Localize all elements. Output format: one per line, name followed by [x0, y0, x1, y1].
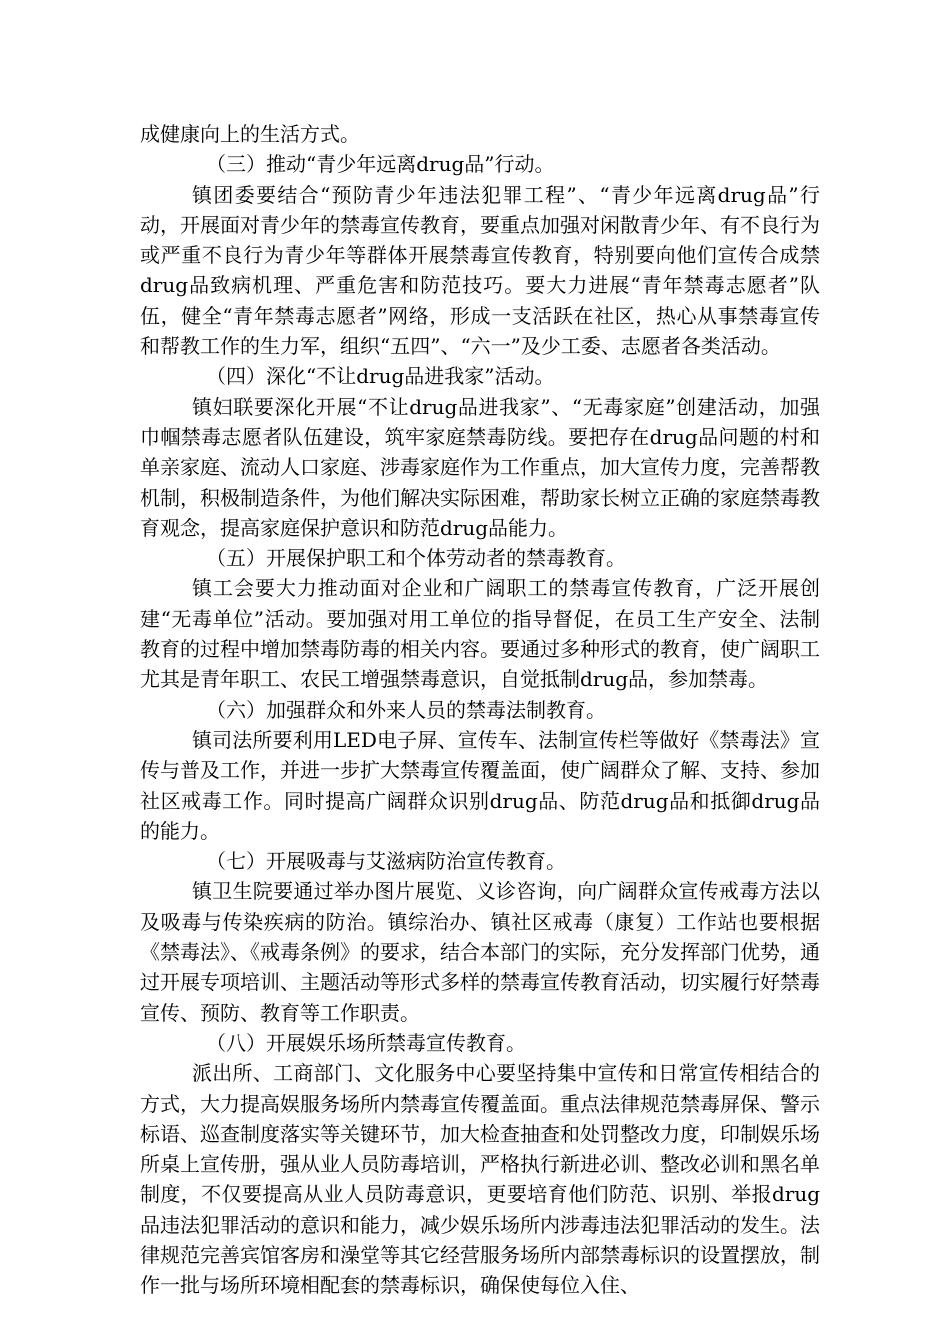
document-body	[140, 119, 820, 1301]
paragraph-womens-federation: 镇妇联要深化开展“不让drug品进我家”、“无毒家庭”创建活动，加强巾帼禁毒志愿者队伍建设，筑牢家庭禁毒防线。要把存在drug品问题的村和单亲家庭、流动人口家庭、涉毒家庭作为工作重点，加大宣传力度，完善帮教机制，积极制造条件，为他们解决实际困难，帮助家长树立正确的家庭禁毒教育观念，提高家庭保护意识和防范drug品能力。	[140, 394, 820, 540]
paragraph-entertainment-venues: 派出所、工商部门、文化服务中心要坚持集中宣传和日常宣传相结合的方式，大力提高娱服务场所内禁毒宣传覆盖面。重点法律规范禁毒屏保、警示标语、巡查制度落实等关键环节，加大检查抽查和处罚整改力度，印制娱乐场所桌上宣传册，强从业人员防毒培训，严格执行新进必训、整改必训和黑名单制度，不仅要提高从业人员防毒意识，更要培育他们防范、识别、举报drug品违法犯罪活动的意识和能力，减少娱乐场所内涉毒违法犯罪活动的发生。法律规范完善宾馆客房和澡堂等其它经营服务场所内部禁毒标识的设置摆放，制作一批与场所环境相配套的禁毒标识，确保使每位入住、	[140, 1061, 820, 1298]
section-heading-5: （五）开展保护职工和个体劳动者的禁毒教育。	[206, 546, 626, 571]
section-heading-6: （六）加强群众和外来人员的禁毒法制教育。	[206, 697, 606, 722]
paragraph-health-center: 镇卫生院要通过举办图片展览、义诊咨询，向广阔群众宣传戒毒方法以及吸毒与传染疾病的防治。镇综治办、镇社区戒毒（康复）工作站也要根据《禁毒法》、《戒毒条例》的要求，结合本部门的实际，充分发挥部门优势，通过开展专项培训、主题活动等形式多样的禁毒宣传教育活动，切实履行好禁毒宣传、预防、教育等工作职责。	[140, 879, 820, 1025]
section-heading-3: （三）推动“青少年远离drug品”行动。	[206, 152, 555, 177]
section-heading-7: （七）开展吸毒与艾滋病防治宣传教育。	[206, 849, 566, 874]
paragraph-trade-union: 镇工会要大力推动面对企业和广阔职工的禁毒宣传教育，广泛开展创建“无毒单位”活动。要加强对用工单位的指导督促，在员工生产安全、法制教育的过程中增加禁毒防毒的相关内容。要通过多种形式的教育，使广阔职工尤其是青年职工、农民工增强禁毒意识，自觉抵制drug品，参加禁毒。	[140, 576, 820, 692]
paragraph-judicial-office: 镇司法所要利用LED电子屏、宣传车、法制宣传栏等做好《禁毒法》宣传与普及工作，并进一步扩大禁毒宣传覆盖面，使广阔群众了解、支持、参加社区戒毒工作。同时提高广阔群众识别drug品、防范drug品和抵御drug品的能力。	[140, 727, 820, 843]
section-heading-8: （八）开展娱乐场所禁毒宣传教育。	[206, 1030, 526, 1055]
paragraph-continuation: 成健康向上的生活方式。	[140, 122, 360, 146]
section-heading-4: （四）深化“不让drug品进我家”活动。	[206, 364, 555, 389]
paragraph-youth-league: 镇团委要结合“预防青少年违法犯罪工程”、“青少年远离drug品”行动，开展面对青少年的禁毒宣传教育，要重点加强对闲散青少年、有不良行为或严重不良行为青少年等群体开展禁毒宣传教育，特别要向他们宣传合成禁drug品致病机理、严重危害和防范技巧。要大力进展“青年禁毒志愿者”队伍，健全“青年禁毒志愿者”网络，形成一支活跃在社区，热心从事禁毒宣传和帮教工作的生力军，组织“五四”、“六一”及少工委、志愿者各类活动。	[140, 182, 820, 359]
